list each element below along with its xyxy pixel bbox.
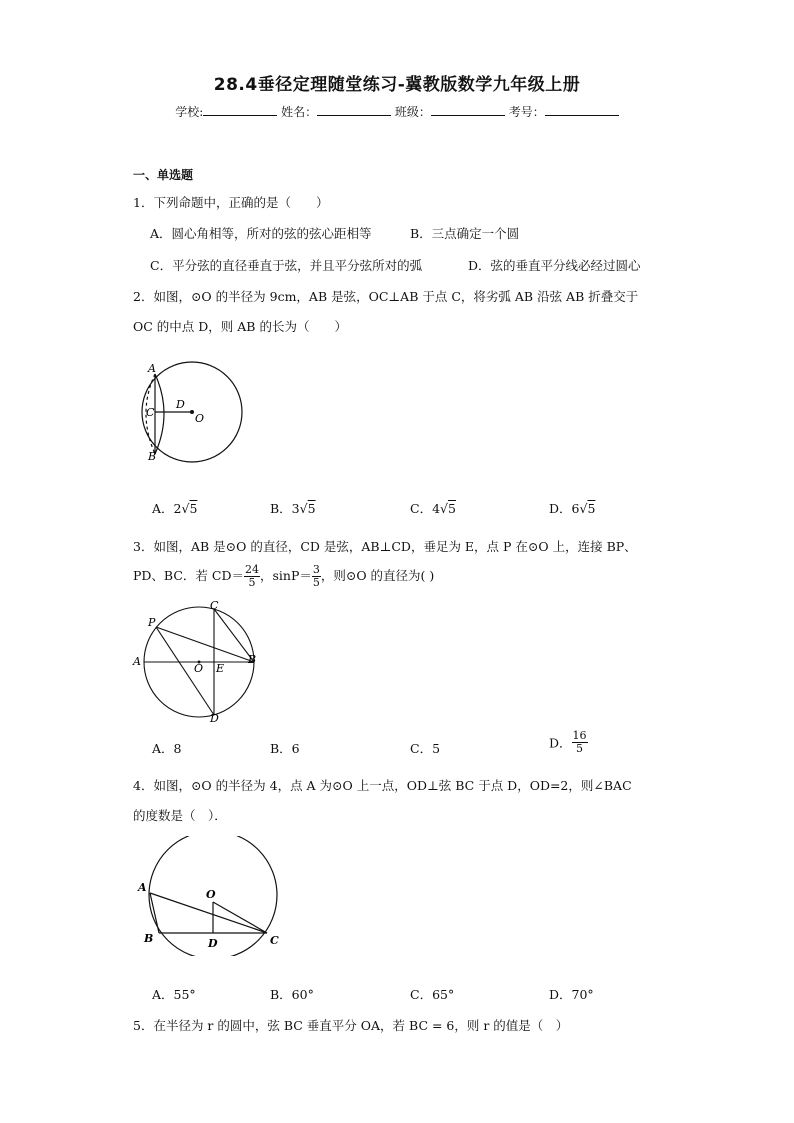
q2-stem-line1: 2．如图，⊙O 的半径为 9cm，AB 是弦，OC⊥AB 于点 C，将劣弧 AB 沿弦 AB 折叠交于 [133, 289, 639, 304]
q3-label-b: B [248, 653, 257, 666]
q4-label-c: C [270, 934, 279, 947]
q3-option-d: D． $\frac{16}{5}$ [549, 729, 587, 755]
q3-option-b: B．6 [270, 741, 300, 756]
q1-option-d: D．弦的垂直平分线必经过圆心 [468, 258, 641, 273]
q2-option-a: A．2√5 [152, 501, 198, 516]
q2-figure [138, 358, 248, 468]
q4-stem-line2: 的度数是（ ）． [133, 808, 227, 823]
class-label: 班级： [394, 105, 431, 119]
q4-label-d: D [208, 937, 218, 950]
q3-label-c: C [210, 600, 219, 612]
q3-sin-fraction: $\frac{3}{5}$ [312, 563, 320, 589]
school-label: 学校: [175, 105, 204, 119]
q3-label-d: D [210, 712, 219, 724]
q2-label-a: A [148, 362, 156, 375]
q4-label-o: O [206, 888, 216, 901]
q2-option-b: B．3√5 [270, 501, 316, 516]
q3-label-o: O [194, 662, 204, 675]
q4-stem-line1: 4．如图，⊙O 的半径为 4，点 A 为⊙O 上一点，OD⊥弦 BC 于点 D，OD=2，则∠BAC [133, 778, 632, 793]
q4-figure [136, 836, 286, 956]
q4-label-b: B [144, 932, 154, 945]
q1-option-a: A．圆心角相等，所对的弦的弦心距相等 [150, 226, 372, 241]
class-blank [431, 103, 505, 116]
q3-stem-line2: PD、BC．若 CD＝ $\frac{24}{5}$ ，sinP＝ $\frac{3}{5}$ ，则⊙O 的直径为( ) [133, 563, 435, 589]
section-title: 一、单选题 [133, 168, 194, 182]
q4-option-a: A．55° [152, 987, 196, 1002]
q2-label-c: C [146, 406, 155, 419]
name-blank [317, 103, 391, 116]
q3-figure [131, 600, 261, 724]
q3-label-p: P [148, 616, 156, 629]
q4-option-b: B．60° [270, 987, 314, 1002]
q2-option-c: C．4√5 [410, 501, 456, 516]
number-blank [545, 103, 619, 116]
q2-label-o: O [195, 412, 205, 425]
q1-option-c: C．平分弦的直径垂直于弦，并且平分弦所对的弧 [150, 258, 423, 273]
q4-label-a: A [138, 881, 147, 894]
q3-cd-fraction: $\frac{24}{5}$ [244, 563, 259, 589]
q4-option-c: C．65° [410, 987, 455, 1002]
q1-stem: 1．下列命题中，正确的是（ ） [133, 195, 329, 210]
q2-stem-line2: OC 的中点 D，则 AB 的长为（ ） [133, 319, 347, 334]
q2-option-d: D．6√5 [549, 501, 596, 516]
school-blank [203, 103, 277, 116]
number-label: 考号： [508, 105, 545, 119]
q2-label-b: B [148, 450, 157, 463]
name-label: 姓名： [281, 105, 318, 119]
q3-stem-line1: 3．如图，AB 是⊙O 的直径，CD 是弦，AB⊥CD，垂足为 E，点 P 在⊙O 上，连接 BP、 [133, 539, 637, 554]
q4-option-d: D．70° [549, 987, 594, 1002]
q3-label-a: A [133, 655, 141, 668]
q3-d-fraction: $\frac{16}{5}$ [572, 729, 587, 755]
q2-label-d: D [176, 398, 185, 411]
q3-option-a: A．8 [152, 741, 182, 756]
q5-stem: 5．在半径为 r 的圆中，弦 BC 垂直平分 OA，若 BC = 6，则 r 的值是（ ） [133, 1018, 569, 1033]
student-info-line [0, 103, 794, 120]
q3-option-c: C．5 [410, 741, 441, 756]
q1-option-b: B．三点确定一个圆 [410, 226, 520, 241]
q3-label-e: E [216, 662, 225, 675]
page-title: 28.4垂径定理随堂练习-冀教版数学九年级上册 [213, 75, 581, 95]
